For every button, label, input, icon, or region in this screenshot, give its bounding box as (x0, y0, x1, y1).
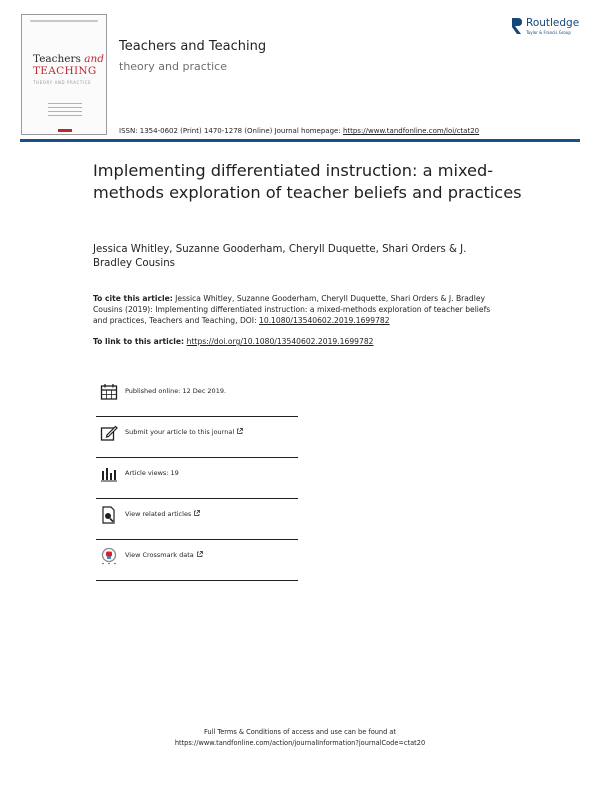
journal-title: Teachers and Teaching (119, 39, 267, 54)
journal-cover-image (21, 14, 107, 135)
issn-line (119, 127, 479, 135)
issn-text: ISSN: 1354-0602 (Print) 1470-1278 (Online) Journal homepage: (119, 127, 343, 135)
edit-icon (100, 424, 118, 442)
info-divider (96, 539, 298, 540)
citation-block (93, 293, 505, 326)
related-articles-icon (100, 506, 118, 524)
info-divider (96, 416, 298, 417)
publisher-name: Routledge (526, 17, 580, 29)
external-link-icon (197, 551, 203, 557)
external-link-icon (194, 510, 200, 516)
crossmark-row[interactable] (96, 547, 298, 587)
related-articles-row[interactable] (96, 506, 298, 546)
cover-title-line1: Teachers and (33, 53, 105, 65)
article-views-row (96, 465, 298, 505)
related-articles-text: View related articles (125, 510, 200, 518)
article-views-text: Article views: 19 (125, 469, 179, 477)
publisher-logo (510, 16, 592, 40)
cover-title-line2: TEACHING (33, 65, 97, 77)
cover-subtitle: THEORY AND PRACTICE (33, 80, 92, 85)
header-rule (20, 139, 580, 142)
info-divider (96, 498, 298, 499)
cover-fine-print (48, 115, 82, 116)
submit-article-row[interactable] (96, 424, 298, 464)
published-date-text: Published online: 12 Dec 2019. (125, 387, 227, 395)
bar-chart-icon (100, 465, 118, 483)
footer-terms-link[interactable]: https://www.tandfonline.com/action/journalInformation?journalCode=ctat20 (174, 739, 426, 747)
cover-fine-print (48, 103, 82, 104)
footer-terms-text: Full Terms & Conditions of access and use can be found at (203, 728, 397, 736)
journal-subtitle: theory and practice (119, 60, 227, 73)
external-link-icon (237, 428, 243, 434)
article-title: Implementing differentiated instruction: a mixed-methods exploration of teacher beliefs and practices (93, 161, 522, 202)
published-row (96, 383, 298, 423)
crossmark-icon (100, 547, 118, 565)
cover-publisher-mark (58, 129, 72, 132)
routledge-logo-icon (510, 17, 523, 35)
article-link-line (93, 337, 373, 346)
info-divider (96, 457, 298, 458)
cover-fine-print (48, 111, 82, 112)
submit-article-text: Submit your article to this journal (125, 428, 243, 436)
publisher-tagline: Taylor & Francis Group (526, 30, 571, 35)
journal-homepage-link[interactable]: https://www.tandfonline.com/loi/ctat20 (342, 127, 480, 135)
cover-top-line (30, 20, 98, 22)
cover-fine-print (48, 107, 82, 108)
crossmark-text: View Crossmark data (125, 551, 203, 559)
link-label: To link to this article: (93, 337, 187, 346)
article-doi-url-link[interactable]: https://doi.org/10.1080/13540602.2019.1699782 (186, 337, 374, 346)
info-divider (96, 580, 298, 581)
citation-text: Jessica Whitley, Suzanne Gooderham, Cheryll Duquette, Shari Orders & J. Bradley Cousins (2019): Implementing differentiated instruction: a mixed-methods exploration of teacher beliefs and practices, Teachers and Teaching, DOI: (93, 294, 491, 325)
calendar-icon (100, 383, 118, 401)
article-authors: Jessica Whitley, Suzanne Gooderham, Cheryll Duquette, Shari Orders & J. Bradley Cousins (93, 244, 467, 269)
doi-link[interactable]: 10.1080/13540602.2019.1699782 (258, 316, 390, 325)
citation-label: To cite this article: (93, 294, 173, 303)
